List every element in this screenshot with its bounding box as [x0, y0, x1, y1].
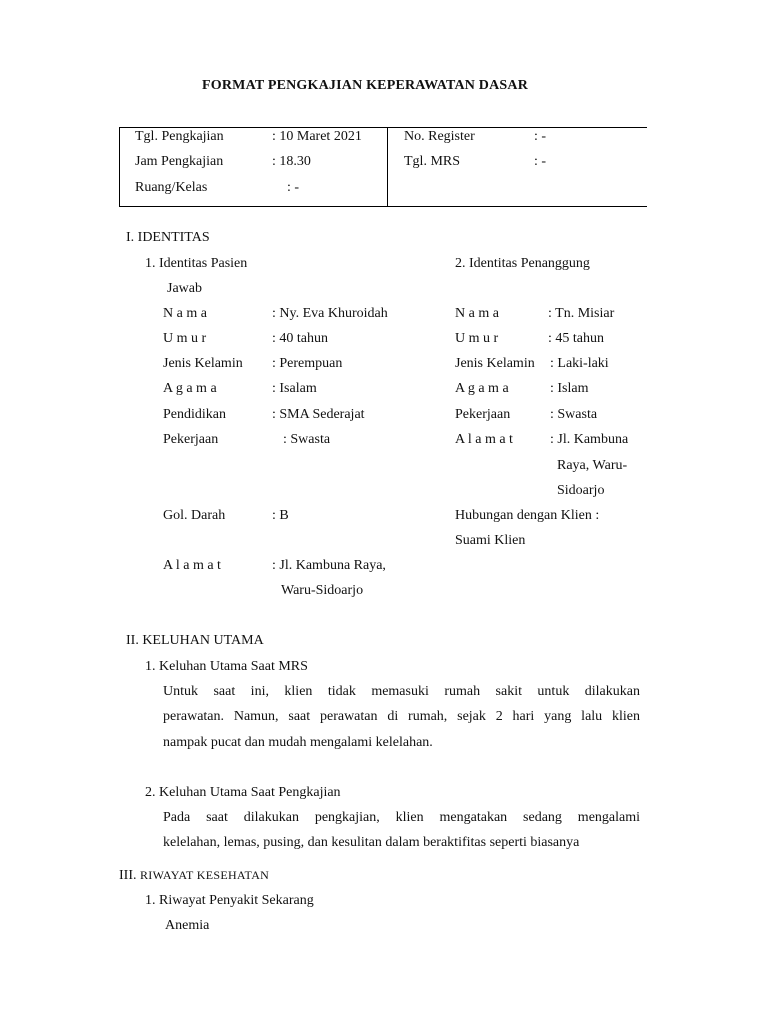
patient-pendidikan-value: : SMA Sederajat [272, 407, 365, 422]
guardian-umur-label: U m u r [455, 331, 499, 346]
guardian-alamat-value-line1: : Jl. Kambuna [550, 432, 629, 447]
section-riwayat-prefix: III. [119, 868, 140, 883]
guardian-hubungan-label: Hubungan dengan Klien : [455, 508, 600, 523]
patient-gol-darah-value: : B [272, 508, 289, 523]
patient-umur-value: : 40 tahun [272, 331, 328, 346]
patient-gol-darah-label: Gol. Darah [163, 508, 226, 523]
patient-pendidikan-label: Pendidikan [163, 407, 226, 422]
keluhan-pengkajian-line2: kelelahan, lemas, pusing, dan kesulitan dalam beraktifitas seperti biasanya [163, 835, 580, 850]
document-title: FORMAT PENGKAJIAN KEPERAWATAN DASAR [202, 78, 529, 93]
riwayat-sekarang-heading: 1. Riwayat Penyakit Sekarang [145, 893, 314, 908]
riwayat-sekarang-value: Anemia [165, 918, 210, 933]
guardian-alamat-label: A l a m a t [455, 432, 513, 447]
guardian-jenis-kelamin-label: Jenis Kelamin [455, 356, 535, 371]
ruang-kelas-value: : - [287, 180, 300, 195]
guardian-nama-value: : Tn. Misiar [548, 306, 615, 321]
guardian-umur-value: : 45 tahun [548, 331, 604, 346]
guardian-hubungan-value: Suami Klien [455, 533, 526, 548]
tgl-mrs-value: : - [534, 154, 547, 169]
section-riwayat-text: RIWAYAT KESEHATAN [140, 868, 270, 882]
patient-umur-label: U m u r [163, 331, 207, 346]
header-box-divider [387, 127, 388, 206]
guardian-pekerjaan-value: : Swasta [550, 407, 598, 422]
section-identitas-heading: I. IDENTITAS [126, 230, 210, 245]
guardian-alamat-value-line3: Sidoarjo [557, 483, 605, 498]
keluhan-mrs-line3: nampak pucat dan mudah mengalami kelelahan. [163, 735, 433, 750]
guardian-jenis-kelamin-value: : Laki-laki [550, 356, 609, 371]
guardian-agama-value: : Islam [550, 381, 589, 396]
patient-alamat-value-line1: : Jl. Kambuna Raya, [272, 558, 386, 573]
patient-alamat-value-line2: Waru-Sidoarjo [281, 583, 364, 598]
guardian-pekerjaan-label: Pekerjaan [455, 407, 511, 422]
patient-agama-value: : Isalam [272, 381, 317, 396]
section-keluhan-heading: II. KELUHAN UTAMA [126, 633, 264, 648]
no-register-label: No. Register [404, 129, 475, 144]
tgl-pengkajian-label: Tgl. Pengkajian [135, 129, 224, 144]
patient-jenis-kelamin-value: : Perempuan [272, 356, 343, 371]
guardian-agama-label: A g a m a [455, 381, 509, 396]
guardian-alamat-value-line2: Raya, Waru- [557, 458, 628, 473]
jam-pengkajian-value: : 18.30 [272, 154, 311, 169]
patient-pekerjaan-label: Pekerjaan [163, 432, 219, 447]
patient-nama-label: N a m a [163, 306, 207, 321]
keluhan-mrs-heading: 1. Keluhan Utama Saat MRS [145, 659, 308, 674]
patient-nama-value: : Ny. Eva Khuroidah [272, 306, 388, 321]
keluhan-mrs-line1: Untuk saat ini, klien tidak memasuki rumah sakit untuk dilakukan [163, 684, 640, 699]
ruang-kelas-label: Ruang/Kelas [135, 180, 208, 195]
tgl-pengkajian-value: : 10 Maret 2021 [272, 129, 362, 144]
patient-alamat-label: A l a m a t [163, 558, 221, 573]
keluhan-pengkajian-line1: Pada saat dilakukan pengkajian, klien mengatakan sedang mengalami [163, 810, 640, 825]
patient-pekerjaan-value: : Swasta [283, 432, 331, 447]
guardian-identity-heading-cont: Jawab [167, 281, 202, 296]
section-riwayat-heading [119, 866, 269, 885]
keluhan-mrs-line2: perawatan. Namun, saat perawatan di rumah, sejak 2 hari yang lalu klien [163, 709, 640, 724]
keluhan-pengkajian-heading: 2. Keluhan Utama Saat Pengkajian [145, 785, 341, 800]
tgl-mrs-label: Tgl. MRS [404, 154, 461, 169]
patient-agama-label: A g a m a [163, 381, 217, 396]
patient-identity-heading: 1. Identitas Pasien [145, 256, 248, 271]
guardian-nama-label: N a m a [455, 306, 499, 321]
jam-pengkajian-label: Jam Pengkajian [135, 154, 224, 169]
patient-jenis-kelamin-label: Jenis Kelamin [163, 356, 243, 371]
guardian-identity-heading: 2. Identitas Penanggung [455, 256, 590, 271]
no-register-value: : - [534, 129, 547, 144]
